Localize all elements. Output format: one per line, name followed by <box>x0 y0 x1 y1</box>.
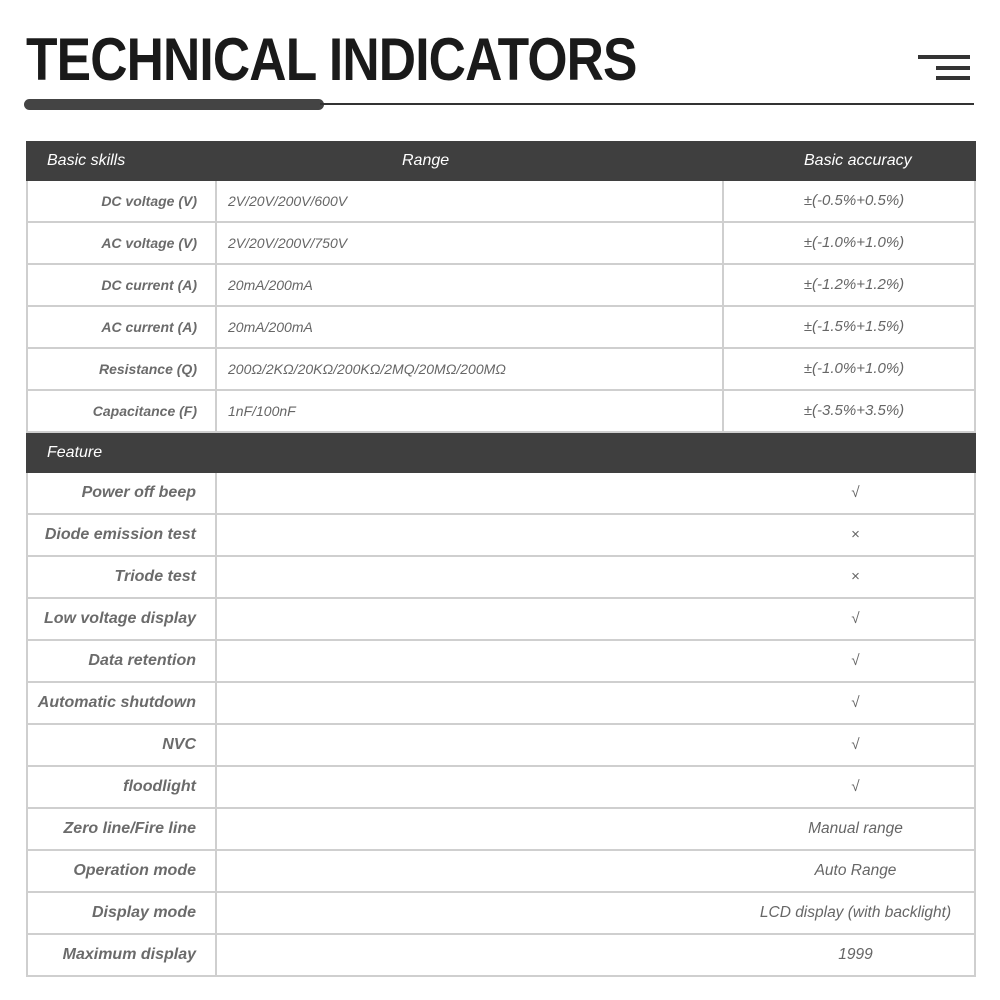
table-row <box>26 391 976 433</box>
check-icon: √ <box>851 652 860 669</box>
check-icon: √ <box>851 736 860 753</box>
check-icon: √ <box>851 694 860 711</box>
table-row <box>26 851 976 893</box>
title-underline-accent <box>24 99 324 110</box>
table-row <box>26 473 976 515</box>
feature-label: Triode test <box>28 557 217 597</box>
check-icon: √ <box>851 610 860 627</box>
range-value: 20mA/200mA <box>217 265 724 305</box>
table-row <box>26 767 976 809</box>
range-value: 2V/20V/200V/750V <box>217 223 724 263</box>
table-row <box>26 641 976 683</box>
basic-table-header <box>26 141 976 181</box>
table-row <box>26 265 976 307</box>
table-row <box>26 557 976 599</box>
range-value: 2V/20V/200V/600V <box>217 181 724 221</box>
range-value: 1nF/100nF <box>217 391 724 431</box>
skill-label: Capacitance (F) <box>28 391 217 431</box>
cross-icon: × <box>851 526 860 543</box>
accuracy-value: ±(-0.5%+0.5%) <box>803 192 905 209</box>
table-row <box>26 307 976 349</box>
feature-label: Maximum display <box>28 935 217 975</box>
table-row <box>26 181 976 223</box>
check-icon: √ <box>851 778 860 795</box>
spec-table <box>26 141 976 977</box>
feature-label: Low voltage display <box>28 599 217 639</box>
table-row <box>26 893 976 935</box>
range-value: 200Ω/2KΩ/20KΩ/200KΩ/2MQ/20MΩ/200MΩ <box>217 349 724 389</box>
skill-label: DC voltage (V) <box>28 181 217 221</box>
table-row <box>26 515 976 557</box>
feature-label: floodlight <box>28 767 217 807</box>
feature-value: Auto Range <box>814 862 897 879</box>
table-row <box>26 599 976 641</box>
page-title: TECHNICAL INDICATORS <box>26 26 637 93</box>
range-value: 20mA/200mA <box>217 307 724 347</box>
feature-section-title: Feature <box>47 444 103 461</box>
cross-icon: × <box>851 568 860 585</box>
table-row <box>26 935 976 977</box>
feature-label: Operation mode <box>28 851 217 891</box>
feature-label: Data retention <box>28 641 217 681</box>
feature-label: Zero line/Fire line <box>28 809 217 849</box>
feature-label: NVC <box>28 725 217 765</box>
skill-label: AC current (A) <box>28 307 217 347</box>
feature-label: Display mode <box>28 893 217 933</box>
check-icon: √ <box>851 484 860 501</box>
title-underline <box>320 103 974 105</box>
column-header-range: Range <box>402 152 450 169</box>
feature-label: Diode emission test <box>28 515 217 555</box>
accuracy-value: ±(-3.5%+3.5%) <box>803 402 905 419</box>
table-row <box>26 725 976 767</box>
table-row <box>26 683 976 725</box>
feature-value: LCD display (with backlight) <box>759 904 952 921</box>
menu-line <box>936 66 970 70</box>
menu-line <box>918 55 970 59</box>
table-row <box>26 349 976 391</box>
hamburger-menu-icon[interactable] <box>918 55 970 81</box>
feature-label: Power off beep <box>28 473 217 513</box>
accuracy-value: ±(-1.5%+1.5%) <box>803 318 905 335</box>
skill-label: DC current (A) <box>28 265 217 305</box>
accuracy-value: ±(-1.2%+1.2%) <box>803 276 905 293</box>
column-header-basic-skills: Basic skills <box>47 152 126 169</box>
table-row <box>26 223 976 265</box>
column-header-basic-accuracy: Basic accuracy <box>804 152 912 169</box>
skill-label: Resistance (Q) <box>28 349 217 389</box>
table-row <box>26 809 976 851</box>
menu-line <box>936 76 970 80</box>
feature-value: Manual range <box>808 820 903 837</box>
accuracy-value: ±(-1.0%+1.0%) <box>803 234 905 251</box>
feature-label: Automatic shutdown <box>28 683 217 723</box>
feature-value: 1999 <box>838 946 873 963</box>
skill-label: AC voltage (V) <box>28 223 217 263</box>
feature-table-header <box>26 433 976 473</box>
accuracy-value: ±(-1.0%+1.0%) <box>803 360 905 377</box>
